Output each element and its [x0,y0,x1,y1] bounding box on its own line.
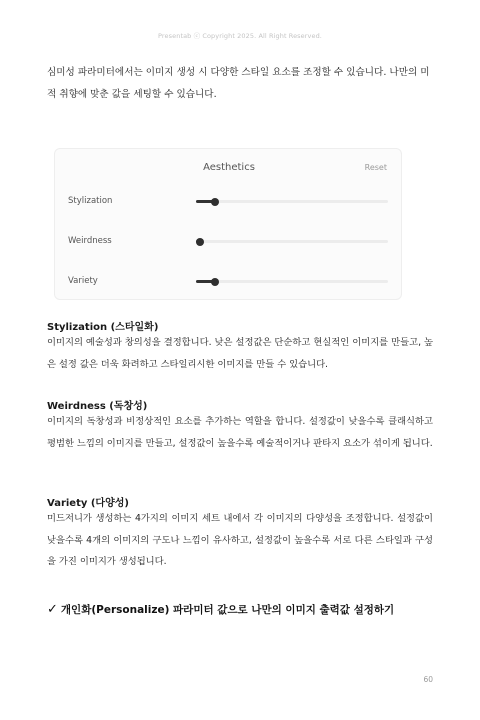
slider-label-variety: Variety [68,276,98,286]
slider-label-weirdness: Weirdness [68,236,112,246]
copyright-notice: Presentab ⓒ Copyright 2025. All Right Reserved. [158,32,322,40]
reset-button[interactable]: Reset [364,163,387,172]
aesthetics-panel [54,148,402,300]
intro-paragraph: 심미성 파라미터에서는 이미지 생성 시 다양한 스타일 요소를 조정할 수 있습니다. 나만의 미적 취향에 맞춘 값을 세팅할 수 있습니다. [47,67,430,100]
callout-heading [47,602,394,617]
weirdness-slider-thumb[interactable] [196,238,204,246]
variety-slider-thumb[interactable] [211,278,219,286]
check-icon: ✓ [47,602,58,617]
variety-slider[interactable] [196,280,388,283]
slider-row-stylization [68,194,390,208]
stylization-slider-thumb[interactable] [211,198,219,206]
panel-title: Aesthetics [203,162,255,173]
stylization-slider[interactable] [196,200,388,203]
weirdness-slider[interactable] [196,240,388,243]
slider-row-variety [68,274,390,288]
section-body-weirdness: 이미지의 독창성과 비정상적인 요소를 추가하는 역할을 합니다. 설정값이 낮을수록 클래식하고 평범한 느낌의 이미지를 만들고, 설정값이 높을수록 예술적이거나 판타지 요소가 섞이게 됩니다. [47,416,433,449]
section-body-variety: 미드저니가 생성하는 4가지의 이미지 세트 내에서 각 이미지의 다양성을 조정합니다. 설정값이 낮을수록 4개의 이미지의 구도나 느낌이 유사하고, 설정값이 높을수록 서로 다른 스타일과 구성을 가진 이미지가 생성됩니다. [47,513,433,567]
page-number: 60 [423,675,433,684]
section-heading-stylization: Stylization (스타일화) [47,322,159,333]
section-heading-weirdness: Weirdness (독창성) [47,401,148,412]
slider-label-stylization: Stylization [68,196,113,206]
callout-text: 개인화(Personalize) 파라미터 값으로 나만의 이미지 출력값 설정하기 [60,604,395,616]
slider-row-weirdness [68,234,390,248]
section-body-stylization: 이미지의 예술성과 창의성을 결정합니다. 낮은 설정값은 단순하고 현실적인 이미지를 만들고, 높은 설정 값은 더욱 화려하고 스타일리시한 이미지를 만들 수 있습니다. [47,337,433,370]
section-heading-variety: Variety (다양성) [47,498,129,509]
